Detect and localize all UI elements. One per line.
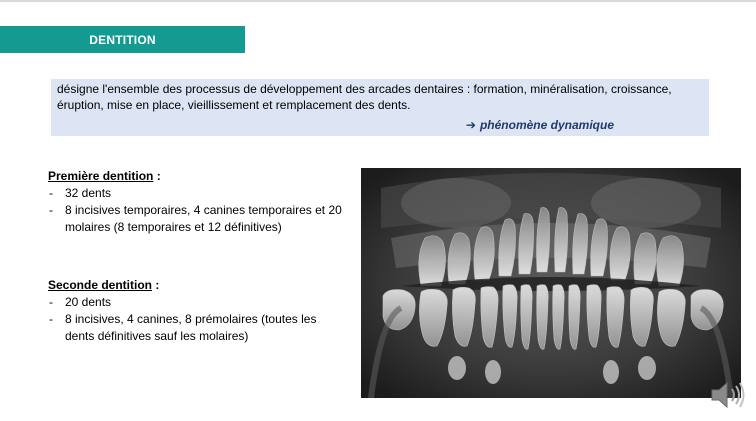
arrow-right-icon: ➔ bbox=[465, 118, 476, 132]
conclusion-text: phénomène dynamique bbox=[479, 118, 614, 132]
list-item: - 8 incisives temporaires, 4 canines temporaires et 20 molaires (8 temporaires et 12 définitives) bbox=[48, 202, 348, 236]
second-dentition-list bbox=[48, 294, 348, 345]
list-item: - 20 dents bbox=[48, 294, 348, 311]
definition-conclusion bbox=[466, 117, 614, 133]
second-dentition-heading: Seconde dentition : bbox=[48, 278, 160, 292]
slide-title-text: DENTITION bbox=[89, 32, 156, 47]
speaker-icon[interactable] bbox=[708, 377, 748, 413]
panoramic-xray-image bbox=[361, 168, 741, 398]
list-item: - 8 incisives, 4 canines, 8 prémolaires (toutes les dents définitives sauf les molaires) bbox=[48, 311, 348, 345]
first-dentition-section bbox=[48, 168, 348, 236]
slide-title bbox=[0, 26, 245, 53]
definition-text: désigne l'ensemble des processus de développement des arcades dentaires : formation, minéralisation, croissance, éruption, mise en place, vieillissement et remplacement des dents. bbox=[57, 82, 672, 112]
list-item: - 32 dents bbox=[48, 185, 348, 202]
second-dentition-section bbox=[48, 277, 348, 345]
top-divider bbox=[0, 0, 756, 2]
first-dentition-list bbox=[48, 185, 348, 236]
definition-box bbox=[51, 79, 709, 136]
first-dentition-heading: Première dentition : bbox=[48, 169, 161, 183]
